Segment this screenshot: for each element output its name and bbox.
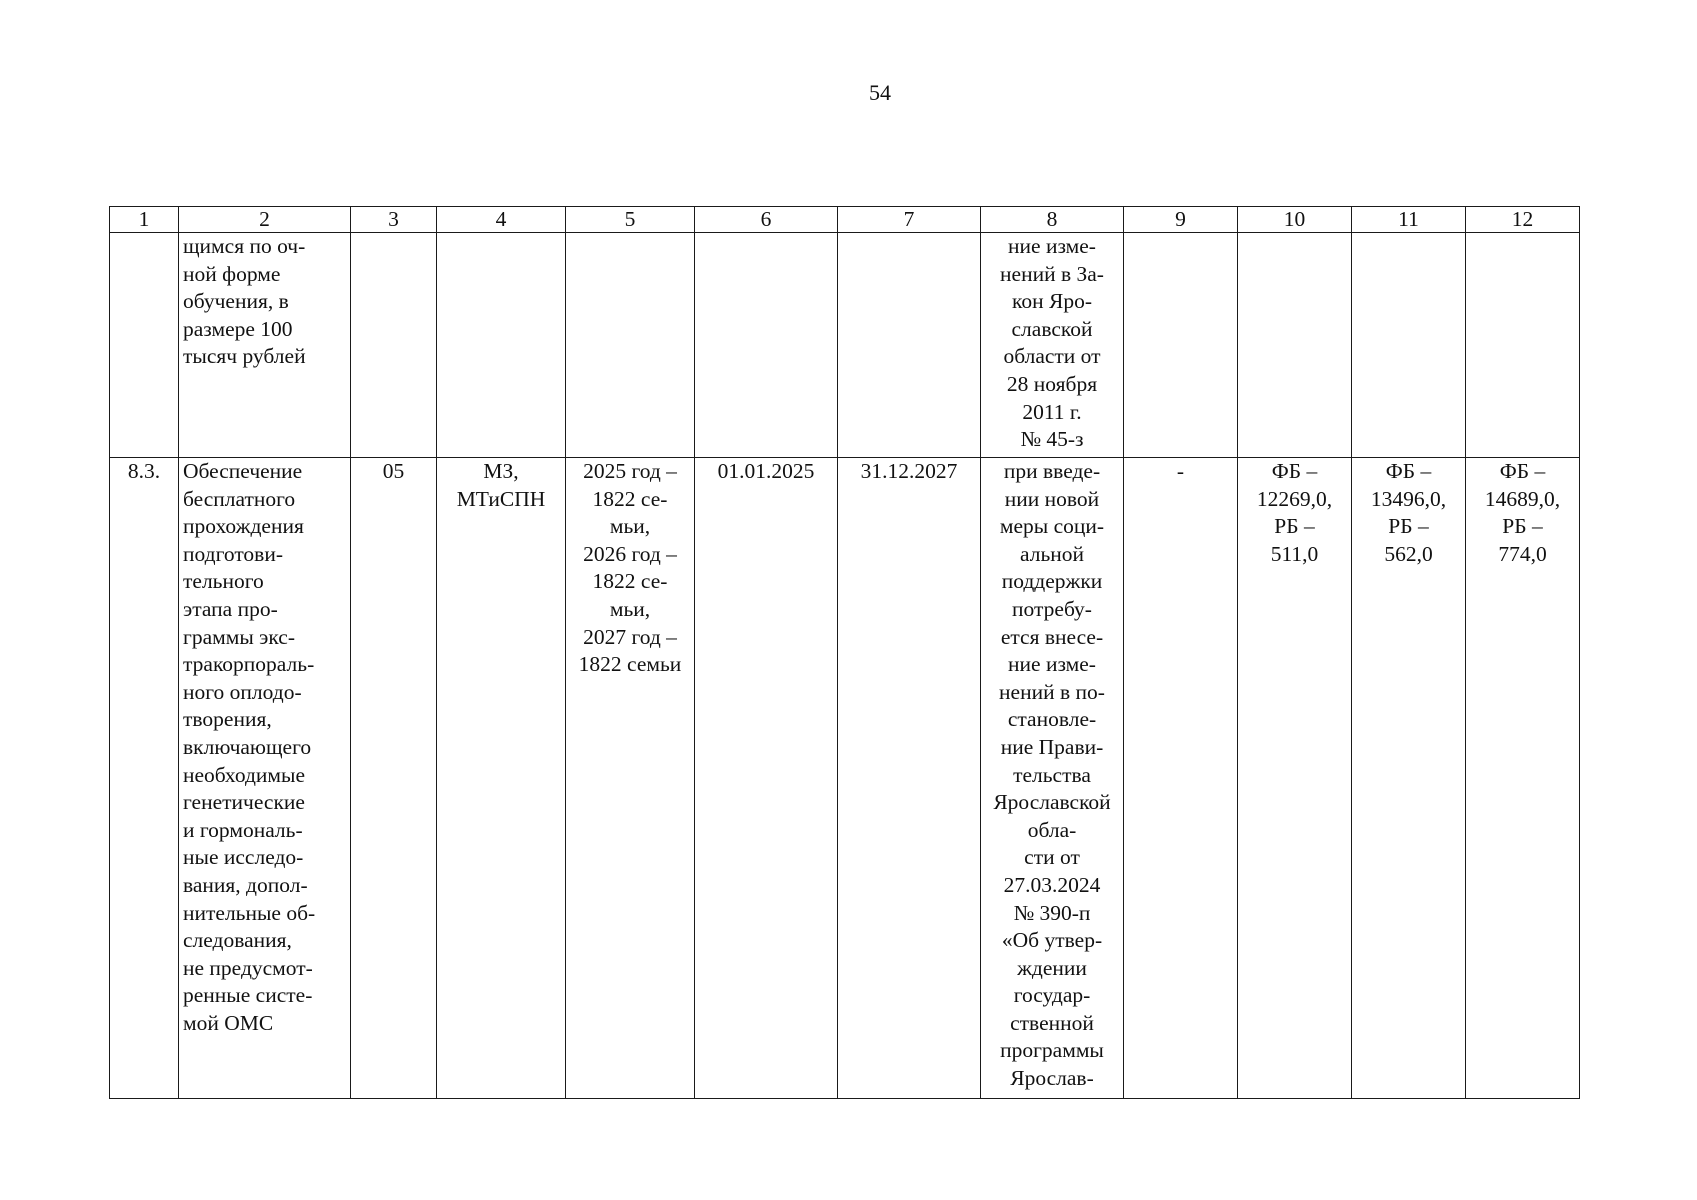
column-header: 4	[437, 207, 566, 233]
column-header: 8	[981, 207, 1124, 233]
column-header: 10	[1238, 207, 1352, 233]
table-cell	[1466, 233, 1580, 458]
table-cell	[351, 233, 437, 458]
column-header: 2	[179, 207, 351, 233]
measure-description-cell: щимся по оч- ной форме обучения, в размере 100 тысяч рублей	[179, 233, 351, 458]
column-header: 5	[566, 207, 695, 233]
column-header: 6	[695, 207, 838, 233]
funding-2025-cell: ФБ – 12269,0, РБ – 511,0	[1238, 458, 1352, 1099]
column-header: 9	[1124, 207, 1238, 233]
table-cell	[1124, 233, 1238, 458]
table-row	[110, 233, 1580, 458]
table-cell	[695, 233, 838, 458]
table-cell	[566, 233, 695, 458]
column-header: 1	[110, 207, 179, 233]
table-cell	[1352, 233, 1466, 458]
row-number-cell: 8.3.	[110, 458, 179, 1099]
legal-basis-cell: при введе- нии новой меры соци- альной поддержки потребу- ется внесе- ние изме- нений в по- становле- ние Прави- тельства Ярославской обла- сти от 27.03.2024 № 390-п «Об утвер- ждении государ- ственной программы Ярослав-	[981, 458, 1124, 1099]
table-cell: -	[1124, 458, 1238, 1099]
measure-description-cell: Обеспечение бесплатного прохождения подготови- тельного этапа про- граммы экс- тракорпораль- ного оплодо- творения, включающего необходимые генетические и гормональ- ные исследо- вания, допол- нительные об- следования, не предусмот- ренные систе- мой ОМС	[179, 458, 351, 1099]
table-cell	[110, 233, 179, 458]
table-cell	[838, 233, 981, 458]
column-header: 7	[838, 207, 981, 233]
column-number-row	[110, 207, 1580, 233]
funding-2027-cell: ФБ – 14689,0, РБ – 774,0	[1466, 458, 1580, 1099]
code-cell: 05	[351, 458, 437, 1099]
table-cell	[437, 233, 566, 458]
table-cell	[1238, 233, 1352, 458]
start-date-cell: 01.01.2025	[695, 458, 838, 1099]
indicator-cell: 2025 год – 1822 се- мьи, 2026 год – 1822 се- мьи, 2027 год – 1822 семьи	[566, 458, 695, 1099]
page-number: 54	[869, 80, 891, 105]
table-row	[110, 458, 1580, 1099]
funding-2026-cell: ФБ – 13496,0, РБ – 562,0	[1352, 458, 1466, 1099]
column-header: 11	[1352, 207, 1466, 233]
executor-cell: МЗ, МТиСПН	[437, 458, 566, 1099]
legal-basis-cell: ние изме- нений в За- кон Яро- славской области от 28 ноября 2011 г. № 45-з	[981, 233, 1124, 458]
program-table	[109, 206, 1580, 1099]
column-header: 12	[1466, 207, 1580, 233]
end-date-cell: 31.12.2027	[838, 458, 981, 1099]
column-header: 3	[351, 207, 437, 233]
